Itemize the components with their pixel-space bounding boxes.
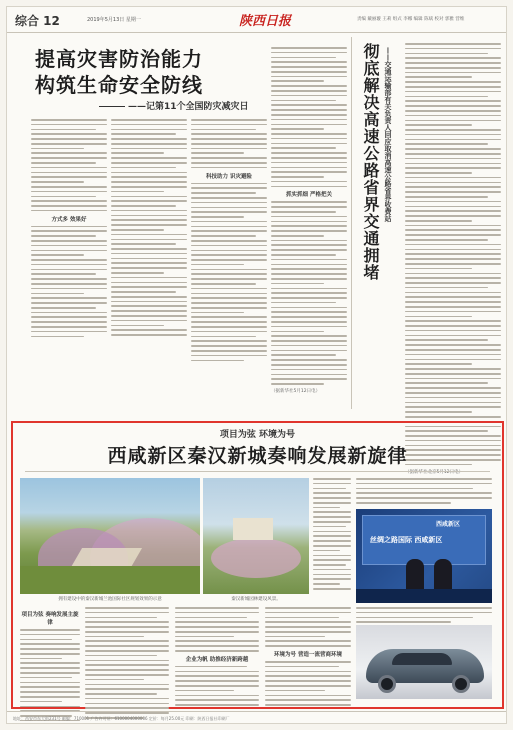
feature-title: 西咸新区秦汉新城奏响发展新旋律 <box>107 445 408 467</box>
column-divider <box>351 37 352 409</box>
top-story-credit: （据新华社5月12日电） <box>271 388 321 394</box>
subhead: 抓实抓细 严格把关 <box>286 192 332 199</box>
feature-column-right-top <box>356 478 492 507</box>
right-story-subtitle: ——交通运输部有关负责人回应取消高速公路省界收费站 <box>384 47 392 222</box>
top-story-title-line1: 提高灾害防治能力 <box>35 47 203 71</box>
feature-column-1 <box>20 607 80 724</box>
top-story-title-line2: 构筑生命安全防线 <box>35 73 203 97</box>
feature-subhead: 项目为弦 奏响发展主旋律 <box>21 612 79 626</box>
feature-photo-garden <box>203 478 309 594</box>
feature-article <box>11 421 504 709</box>
board-text-top: 西咸新区 <box>436 521 461 528</box>
feature-photo-conference <box>356 509 492 603</box>
top-story-column-4 <box>271 47 347 397</box>
page-footer: 地址：西安市东大街231号 邮编：710001 广告许可证：6100004000006 定价：每月25.00元 印刷：陕西日报社印刷厂 <box>7 711 507 723</box>
feature-column-4 <box>265 607 351 709</box>
newspaper-page <box>6 6 507 724</box>
feature-column-3 <box>175 607 259 709</box>
top-story-column-2 <box>111 119 187 339</box>
feature-column-right-mid <box>356 607 492 626</box>
feature-column-2 <box>85 607 169 722</box>
feature-photo-park <box>20 478 200 594</box>
photo-caption-1: 拥有建设中的秦汉新城兰池国际社区规划效果的示意 <box>58 597 162 602</box>
issue-date: 2019年5月13日 星期一 <box>87 17 141 23</box>
feature-kicker: 项目为弦 环境为号 <box>219 430 296 440</box>
subhead: 方式多 效果好 <box>51 216 87 223</box>
feature-subhead: 环境为号 营造一流营商环境 <box>274 652 342 659</box>
feature-column-top <box>313 478 351 593</box>
editor-credits: 责编 戴丽璇 王莉 组式 李娜 编辑 陈斌 校对 郭雅 营维 <box>357 17 465 22</box>
top-story-column-3 <box>191 119 267 364</box>
subhead: 科技助力 识灾避险 <box>206 173 252 180</box>
top-story-column-1 <box>31 119 107 340</box>
feature-divider <box>25 471 490 472</box>
right-story-column-1 <box>405 43 501 478</box>
feature-subhead: 企业为帆 助推经济新跨越 <box>185 656 249 663</box>
page-header <box>7 7 507 33</box>
board-text-main: 丝绸之路国际 西咸新区 <box>370 536 443 544</box>
photo-caption-2: 秦汉新城园林建设风景。 <box>231 597 281 602</box>
masthead-logo: 陕西日报 <box>239 14 292 29</box>
feature-photo-car <box>356 625 492 699</box>
right-story-title: 彻底解决高速公路省界交通拥堵 <box>361 43 380 281</box>
section-label: 综合 12 <box>15 14 60 28</box>
top-story-subtitle: ——记第11个全国防灾减灾日 <box>99 99 249 112</box>
right-story-credit: （据新华社北京5月12日电） <box>405 469 464 475</box>
